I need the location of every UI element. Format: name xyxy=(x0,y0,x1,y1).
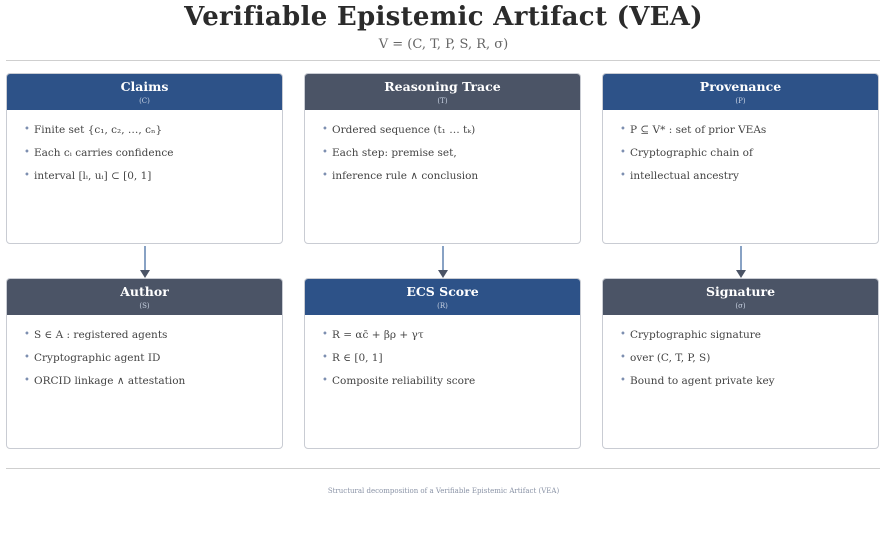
arrow-trace-to-ecs xyxy=(437,246,449,279)
card-signature-list xyxy=(603,315,878,387)
card-author-item: • S ∈ A : registered agents xyxy=(24,329,282,341)
card-ecs-score-header xyxy=(305,279,580,315)
bottom-divider xyxy=(6,468,880,469)
card-provenance xyxy=(602,73,879,244)
card-ecs-score-item: • R = αc̄ + βρ + γτ xyxy=(322,329,580,341)
card-ecs-score-name: ECS Score xyxy=(406,284,479,299)
card-signature xyxy=(602,278,879,449)
arrow-claims-to-author xyxy=(139,246,151,279)
card-signature-header xyxy=(603,279,878,315)
card-provenance-header xyxy=(603,74,878,110)
card-claims-name: Claims xyxy=(120,79,169,94)
card-author-item: • Cryptographic agent ID xyxy=(24,352,282,364)
card-ecs-score xyxy=(304,278,581,449)
card-provenance-list xyxy=(603,110,878,182)
card-signature-item: • over (C, T, P, S) xyxy=(620,352,878,364)
card-provenance-item: • Cryptographic chain of xyxy=(620,147,878,159)
diagram-title: Verifiable Epistemic Artifact (VEA) xyxy=(184,2,703,32)
card-ecs-score-symbol: (R) xyxy=(437,302,448,310)
card-claims-symbol: (C) xyxy=(139,97,150,105)
card-provenance-name: Provenance xyxy=(699,79,782,94)
card-author-item: • ORCID linkage ∧ attestation xyxy=(24,375,282,387)
card-provenance-symbol: (P) xyxy=(735,97,746,105)
card-reasoning-trace-item: • inference rule ∧ conclusion xyxy=(322,170,580,182)
card-reasoning-trace-item: • Each step: premise set, xyxy=(322,147,580,159)
card-author-symbol: (S) xyxy=(139,302,150,310)
card-claims xyxy=(6,73,283,244)
card-signature-symbol: (σ) xyxy=(735,302,746,310)
card-claims-list xyxy=(7,110,282,182)
card-author-header xyxy=(7,279,282,315)
card-claims-item: • Finite set {c₁, c₂, …, cₙ} xyxy=(24,124,282,136)
card-claims-item: • Each cᵢ carries confidence xyxy=(24,147,282,159)
card-reasoning-trace-header xyxy=(305,74,580,110)
card-reasoning-trace-symbol: (T) xyxy=(437,97,448,105)
card-author xyxy=(6,278,283,449)
card-reasoning-trace xyxy=(304,73,581,244)
card-signature-item: • Bound to agent private key xyxy=(620,375,878,387)
card-provenance-item: • intellectual ancestry xyxy=(620,170,878,182)
card-signature-item: • Cryptographic signature xyxy=(620,329,878,341)
card-claims-item: • interval [lᵢ, uᵢ] ⊂ [0, 1] xyxy=(24,170,282,182)
card-reasoning-trace-list xyxy=(305,110,580,182)
card-claims-header xyxy=(7,74,282,110)
card-author-list xyxy=(7,315,282,387)
card-ecs-score-item: • Composite reliability score xyxy=(322,375,580,387)
diagram-caption: Structural decomposition of a Verifiable Epistemic Artifact (VEA) xyxy=(327,487,560,495)
card-ecs-score-item: • R ∈ [0, 1] xyxy=(322,352,580,364)
arrow-provenance-to-signature xyxy=(735,246,747,279)
top-divider xyxy=(6,60,880,61)
card-signature-name: Signature xyxy=(705,284,776,299)
card-author-name: Author xyxy=(120,284,169,299)
diagram-subtitle: V = (C, T, P, S, R, σ) xyxy=(378,37,509,52)
card-provenance-item: • P ⊆ V* : set of prior VEAs xyxy=(620,124,878,136)
card-ecs-score-list xyxy=(305,315,580,387)
card-reasoning-trace-item: • Ordered sequence (t₁ … tₖ) xyxy=(322,124,580,136)
card-reasoning-trace-name: Reasoning Trace xyxy=(384,79,501,94)
